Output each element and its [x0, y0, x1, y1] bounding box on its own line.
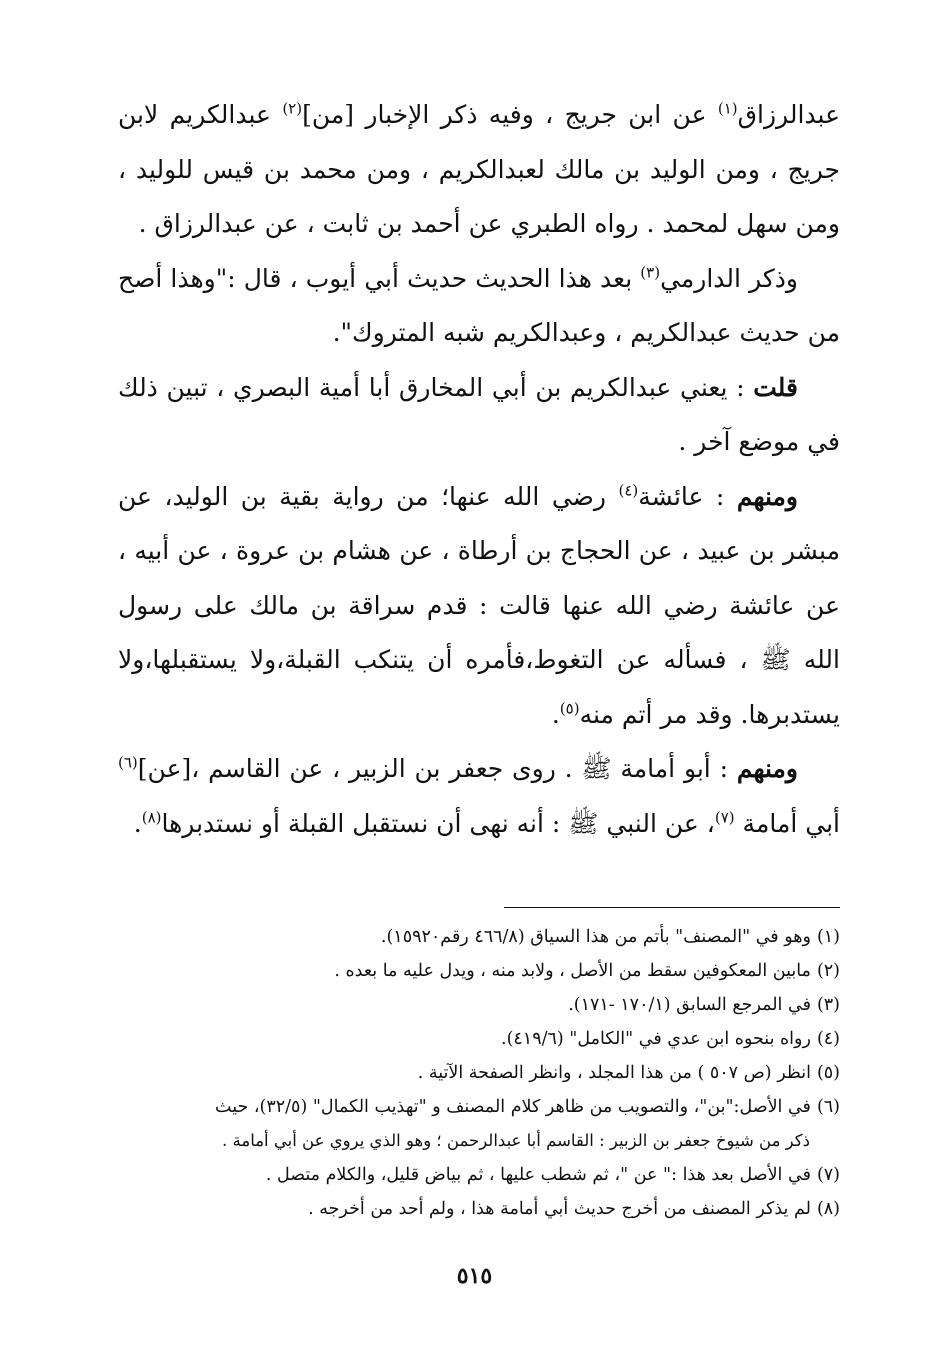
- footnote-text: في الأصل:"بن"، والتصويب من ظاهر كلام المصنف و "تهذيب الكمال" (٣٢/٥)، حيث: [215, 1097, 811, 1117]
- text-run: وذكر الدارمي: [660, 263, 798, 293]
- text-run: عن ابن جريج ، وفيه ذكر الإخبار [من]: [302, 100, 718, 129]
- footnote-number: (١): [816, 927, 840, 947]
- footnote: [118, 1192, 840, 1226]
- footnote-reference: (٧): [714, 808, 735, 827]
- footnote: [118, 1056, 840, 1090]
- text-run: : عائشة: [638, 481, 737, 511]
- footnote-reference: (٨): [141, 808, 162, 827]
- text-run: ، عن النبي ﷺ : أنه نهى أن نستقبل القبلة أو نستدبرها: [161, 808, 715, 838]
- footnote-text: رواه بنحوه ابن عدي في "الكامل" (٤١٩/٦).: [501, 1029, 811, 1049]
- footnote-number: (٢): [816, 961, 840, 981]
- page-number: ٥١٥: [456, 1263, 493, 1289]
- paragraph: [118, 742, 840, 851]
- footnote-continuation: ذكر من شيوخ جعفر بن الزبير : القاسم أبا عبدالرحمن ؛ وهو الذي يروي عن أبي أمامة .: [222, 1131, 810, 1150]
- footnote-text: مابين المعكوفين سقط من الأصل ، ولابد منه ، ويدل عليه ما بعده .: [334, 961, 811, 981]
- footnote-number: (٥): [816, 1063, 840, 1083]
- footnote-text: في المرجع السابق (١٧٠/١ -١٧١).: [568, 995, 811, 1015]
- bold-lead-word: ومنهم: [736, 754, 798, 783]
- footnote: [118, 920, 840, 954]
- footnote-number: (٤): [816, 1029, 840, 1049]
- document-page: [118, 88, 840, 1219]
- text-run: عبدالرزاق: [737, 100, 840, 129]
- footnote: [118, 954, 840, 988]
- paragraph: [118, 88, 840, 252]
- footnote-reference: (٦): [118, 753, 138, 772]
- footnote: [118, 1090, 840, 1124]
- text-run: أبي أمامة: [734, 808, 840, 838]
- footnote: [118, 988, 840, 1022]
- footnote-number: (٨): [816, 1199, 840, 1219]
- footnotes: [118, 920, 840, 1226]
- footnote-number: (٧): [816, 1165, 840, 1185]
- text-run: : أبو أمامة ﷺ . روى جعفر بن الزبير ، عن القاسم ،[عن]: [137, 754, 737, 783]
- footnote-text: وهو في "المصنف" بأتم من هذا السياق (٤٦٦/٨ رقم١٥٩٢٠).: [380, 927, 811, 947]
- paragraph: [118, 470, 840, 743]
- footnote-divider: [504, 907, 840, 908]
- text-run: .: [133, 808, 142, 838]
- footnote-number: (٣): [816, 995, 840, 1015]
- footnote-reference: (٢): [282, 99, 303, 118]
- footnote: [118, 1158, 840, 1192]
- paragraph: [118, 361, 840, 470]
- paragraph: [118, 252, 840, 361]
- footnote-text: لم يذكر المصنف من أخرج حديث أبي أمامة هذا ، ولم أحد من أخرجه .: [308, 1199, 811, 1219]
- footnote-text: في الأصل بعد هذا :" عن "، ثم شطب عليها ، ثم بياض قليل، والكلام متصل .: [265, 1165, 811, 1185]
- footnote-reference: (٥): [559, 699, 580, 718]
- footnote-text: انظر (ص ٥٠٧ ) من هذا المجلد ، وانظر الصفحة الآتية .: [417, 1063, 811, 1083]
- footnote-reference: (٤): [618, 481, 639, 500]
- footnote-number: (٦): [816, 1097, 840, 1117]
- text-run: : يعني عبدالكريم بن أبي المخارق أبا أمية البصري ، تبين ذلك في موضع آخر .: [118, 372, 840, 456]
- text-run: بعد هذا الحديث حديث أبي أيوب ، قال :"وهذا أصح من حديث عبدالكريم ، وعبدالكريم شبه المتروك".: [118, 263, 840, 347]
- text-run: .: [551, 699, 560, 729]
- text-run: رضي الله عنها؛ من رواية بقية بن الوليد، عن مبشر بن عبيد ، عن الحجاج بن أرطاة ، عن هشام بن عروة ، عن أبيه ، عن عائشة رضي الله عنها قالت : قدم سراقة بن مالك على رسول الله ﷺ ، فسأله عن التغوط،فأمره أن يتنكب القبلة،ولا يستقبلها،ولا يستدبرها. وقد مر أتم منه: [118, 481, 840, 729]
- bold-lead-word: قلت: [753, 372, 798, 402]
- footnote-reference: (١): [717, 99, 738, 118]
- footnote: [118, 1022, 840, 1056]
- footnote-reference: (٣): [640, 263, 661, 282]
- main-text: [118, 88, 840, 851]
- text-run: عبدالكريم لابن جريج ، ومن الوليد بن مالك لعبدالكريم ، ومن محمد بن قيس للوليد ، ومن سهل لمحمد . رواه الطبري عن أحمد بن ثابت ، عن عبدالرزاق .: [118, 100, 840, 238]
- bold-lead-word: ومنهم: [736, 481, 798, 511]
